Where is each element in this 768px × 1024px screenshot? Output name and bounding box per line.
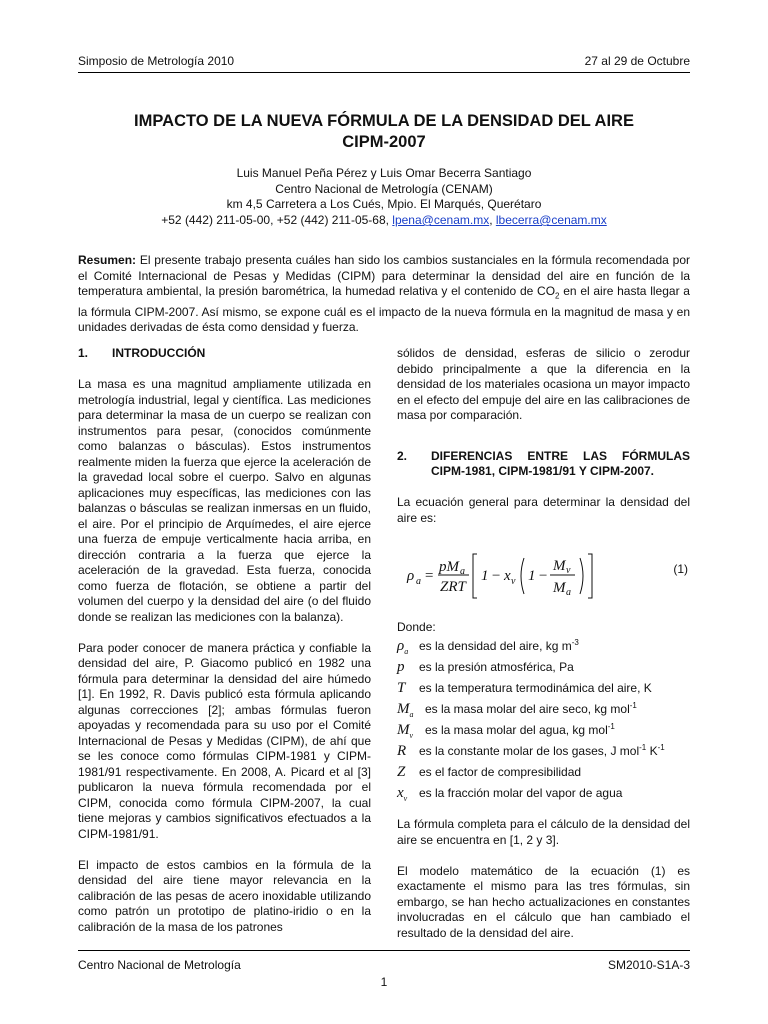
right-column <box>397 346 690 957</box>
section-1-title: INTRODUCCIÓN <box>112 346 206 360</box>
svg-text:M: M <box>553 557 566 574</box>
symbol: T <box>397 680 406 696</box>
equation-1 <box>397 542 690 606</box>
author-names: Luis Manuel Peña Pérez y Luis Omar Becerra Santiago <box>236 166 532 180</box>
svg-text:=: = <box>424 567 435 584</box>
svg-text:a: a <box>566 586 571 598</box>
definition-row <box>397 740 690 761</box>
symbol: $x_v$ <box>397 785 408 803</box>
title-line-2: CIPM-2007 <box>342 133 426 151</box>
symbol: $\rho_a$ <box>397 638 409 656</box>
definition-text: es la presión atmosférica, Pa <box>419 660 574 674</box>
email-link-1[interactable]: lpena@cenam.mx <box>392 213 490 228</box>
email-separator: , <box>489 213 496 228</box>
symbol: $M_a$ <box>397 701 414 719</box>
model-paragraph: El modelo matemático de la ecuación (1) es exactamente el mismo para las tres fórmulas, sin embargo, se han hecho actualizaciones en constantes involucradas en el cálculo que han cambiado el resultado de la densidad del aire. <box>397 863 690 940</box>
svg-text:pM: pM <box>439 558 459 575</box>
definition-text: es la constante molar de los gases, J mol$^{-1}$ $K^{-1}$ <box>419 743 665 758</box>
abstract <box>78 253 690 336</box>
intro-paragraph-3: El impacto de estos cambios en la fórmula de la densidad del aire tiene mayor relevancia en la calibración de las pesas de acero inoxidable utilizando como patrón un prototipo de platino-iridio o en la calibración de la masa de los patrones <box>78 857 371 934</box>
symbol: p <box>397 659 405 675</box>
footer-right: SM2010-S1A-3 <box>607 958 690 972</box>
symbol: R <box>397 743 407 759</box>
svg-text:ρ: ρ <box>407 567 415 584</box>
definition-row <box>397 782 690 803</box>
definition-text: es la temperatura termodinámica del aire, K <box>419 681 652 695</box>
symbol: Z <box>397 764 406 780</box>
svg-text:a: a <box>460 565 465 577</box>
definition-row <box>397 677 690 698</box>
definition-row <box>397 698 690 719</box>
svg-text:1: 1 <box>481 567 489 584</box>
definition-row <box>397 656 690 677</box>
section-1-heading <box>78 346 371 362</box>
equation-intro: La ecuación general para determinar la densidad del aire es: <box>397 495 690 525</box>
running-header-right: 27 al 29 de Octubre <box>584 54 690 68</box>
definition-text: es la densidad del aire, kg $m^{-3}$ <box>419 638 579 653</box>
title-line-1: IMPACTO DE LA NUEVA FÓRMULA DE LA DENSIDAD DEL AIRE <box>134 112 634 130</box>
intro-paragraph-2: Para poder conocer de manera práctica y confiable la densidad del aire, P. Giacomo publicó en 1982 una fórmula para determinar la densidad del aire húmedo [1]. En 1992, R. Davis publicó esta fórmula aplicando algunas correcciones [2]; ambas fórmulas fueron apoyadas y recomendada para su uso por el Comité Internacional de Pesas y Medidas (CIPM), de ahí que se les conoce como fórmulas CIPM-1981 y CIPM-1981/91 respectivamente. En 2008, A. Picard et al [3] publicaron la nueva fórmula recomendada por el CIPM, conocida como fórmula CIPM-2007, la cual tiene mejoras y cambios significativos efectuados a la CIPM-1981/91. <box>78 640 371 841</box>
left-column <box>78 346 371 951</box>
definition-text: es la masa molar del aire seco, kg mol$^{-1}$ <box>425 701 637 716</box>
section-2-heading <box>397 449 690 480</box>
section-2-number: 2. <box>397 448 408 463</box>
definition-row <box>397 635 690 656</box>
definition-row <box>397 761 690 782</box>
intro-paragraph-1: La masa es una magnitud ampliamente utilizada en metrología industrial, legal y científica. Las mediciones para determinar la masa de un cuerpo se realizan con instrumentos para pesar, (conocidos comúnmente como balanzas o básculas). Estos instrumentos realmente miden la fuerza que ejerce la aceleración de la gravedad local sobre el cuerpo. Salvo en algunas aplicaciones muy específicas, las mediciones con las balanzas o básculas se realizan inmersas en un fluido, el aire. Por el principio de Arquímedes, el aire ejerce una fuerza de empuje verticalmente hacia arriba, en dirección contraria a la fuerza que ejerce la aceleración de la gravedad. Esta fuerza, conocida como fuerza de flotación, se obtiene a partir del volumen del cuerpo y la densidad del aire (o del fluido donde se realizan las mediciones con la balanza). <box>78 377 371 624</box>
author-contact <box>78 213 690 229</box>
definition-text: es el factor de compresibilidad <box>419 765 582 779</box>
air-density-equation <box>397 542 690 606</box>
svg-text:v: v <box>511 575 516 587</box>
abstract-co2-sub: 2 <box>555 291 560 301</box>
section-2-title: DIFERENCIAS ENTRE LAS FÓRMULAS CIPM-1981, CIPM-1981/91 Y CIPM-2007. <box>431 448 690 478</box>
svg-text:ZRT: ZRT <box>440 578 466 595</box>
donde-label: Donde: <box>397 619 436 634</box>
svg-text:1: 1 <box>528 567 536 584</box>
continued-paragraph: sólidos de densidad, esferas de silicio o zerodur debido principalmente a que la diferencia en la densidad de los materiales ocasiona un mayor impacto en el efecto del empuje del aire en las calibraciones de masa por comparación. <box>397 346 690 422</box>
author-institution: Centro Nacional de Metrología (CENAM) <box>275 181 493 196</box>
page-number: 1 <box>380 975 388 989</box>
running-header-left: Simposio de Metrología 2010 <box>78 54 235 68</box>
svg-text:x: x <box>504 567 511 584</box>
symbol: $M_v$ <box>397 722 414 740</box>
svg-text:M: M <box>553 579 566 596</box>
svg-text:−: − <box>491 567 502 584</box>
svg-text:−: − <box>538 567 549 584</box>
abstract-text-a: El presente trabajo presenta cuáles han sido los cambios sustanciales en la fórmula recomendada por el Comité Internacional de Pesas y Medidas (CIPM) para determinar la densidad del aire en función de la temperatura ambiental, la presión barométrica, la humedad relativa y el contenido de CO <box>78 253 690 299</box>
full-formula-paragraph: La fórmula completa para el cálculo de la densidad del aire se encuentra en [1, 2 y 3]. <box>397 817 690 847</box>
definition-row <box>397 719 690 740</box>
section-1-number: 1. <box>78 346 89 360</box>
abstract-label: Resumen: <box>78 253 137 267</box>
author-phones: +52 (442) 211-05-00, +52 (442) 211-05-68, <box>161 213 393 228</box>
svg-text:a: a <box>416 575 421 587</box>
header-rule <box>78 72 690 73</box>
footer-left: Centro Nacional de Metrología <box>78 958 241 972</box>
equation-number: (1) <box>673 561 688 576</box>
svg-text:v: v <box>566 564 571 576</box>
footer-rule <box>78 950 690 951</box>
email-link-2[interactable]: lbecerra@cenam.mx <box>495 213 607 228</box>
author-block <box>78 166 690 229</box>
symbol-definitions <box>397 635 690 803</box>
abstract-text-b: en el aire hasta llegar a la fórmula CIPM-2007. Así mismo, se expone cuál es el impacto de la nueva fórmula en la magnitud de masa y en unidades derivadas de ésta como densidad y fuerza. <box>78 284 690 335</box>
author-address: km 4,5 Carretera a Los Cués, Mpio. El Marqués, Querétaro <box>226 197 542 212</box>
definition-text: es la fracción molar del vapor de agua <box>419 786 623 800</box>
paper-title <box>78 111 690 153</box>
definition-text: es la masa molar del agua, kg mol$^{-1}$ <box>425 722 615 737</box>
